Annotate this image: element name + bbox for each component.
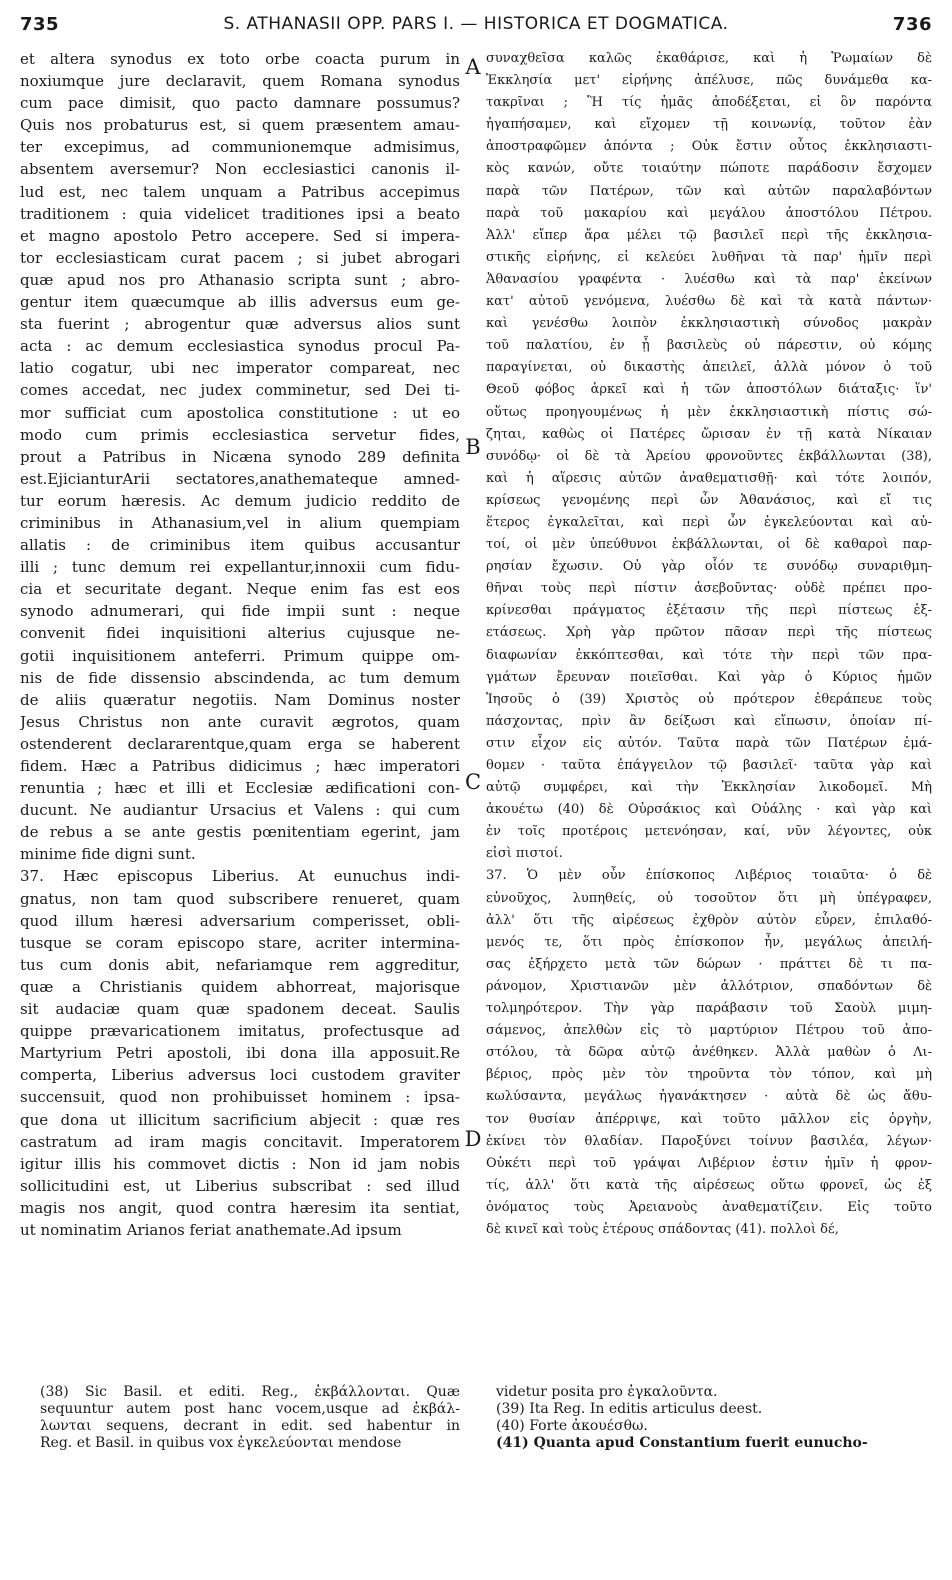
text-line: συναχθεῖσα καλῶς ἐκαθάρισε, καὶ ἡ Ῥωμαίων δὲ: [486, 51, 932, 66]
text-line: videtur posita pro ἐγκαλοῦντα.: [496, 1384, 718, 1400]
text-line: Ἰησοῦς ὁ (39) Χριστὸς οὐ πρότερον ἐθεράπευε τοὺς: [486, 691, 932, 707]
text-line: quod illum hæresi adversarium comperisset, obli-: [20, 911, 460, 930]
text-line: tusque se coram episcopo stare, acriter intermina-: [20, 933, 460, 952]
text-line: ut nominatim Arianos feriat anathemate.Ad ipsum: [20, 1220, 402, 1239]
text-line: cum pace dimisit, quo pacto damnare possumus?: [20, 94, 460, 113]
text-line: εὐνοῦχος, λυπηθείς, οὐ τοσοῦτον ὅτι μὴ ὑπέγραφεν,: [486, 890, 932, 906]
text-line: ράνομον, Χριστιανῶν μὲν ἀλλότριον, σπαδόντων δὲ: [486, 978, 932, 994]
latin-column: [20, 48, 460, 1241]
text-line: μενός τε, ὅτι πρὸς ἐπίσκοπον ἦν, μεγάλως ἀπειλή-: [486, 934, 932, 950]
left-page-number: 735: [20, 14, 60, 35]
text-line: Quis nos probaturus est, si quem præsentem amau-: [20, 116, 460, 135]
text-line: et magno apostolo Petro accepere. Sed si impera-: [20, 226, 460, 245]
running-title: S. ATHANASII OPP. PARS I. — HISTORICA ET DOGMATICA.: [223, 14, 729, 34]
text-line: ἀλλ' ὅτι τῆς αἱρέσεως ἐχθρὸν αὐτὸν εὗρεν, ἐπιλαθό-: [486, 912, 932, 928]
text-line: comes accedat, nec judex comminetur, sed Dei ti-: [20, 381, 460, 400]
text-line: παρὰ τοῦ μακαρίου καὶ μεγάλου ἀποστόλου Πέτρου.: [486, 205, 932, 221]
text-line: Ἀθανασίου γραφέντα · λυέσθω καὶ τὰ παρ' ἐκείνων: [486, 271, 932, 287]
text-line: 37. Hæc episcopus Liberius. At eunuchus indi-: [20, 867, 460, 886]
text-line: τον θυσίαν ἀπέρριψε, καὶ τοῦτο μᾶλλον εἰς ὀργὴν,: [486, 1111, 932, 1127]
text-line: λωνται sequens, decrant in edit. sed habentur in: [40, 1418, 460, 1434]
text-line: διαφωνίαν ἐκκόπτεσθαι, καὶ τότε τὴν περὶ τῶν πρα-: [486, 647, 932, 663]
text-line: succensuit, quod non prohibuisset hominem : ipsa-: [20, 1088, 460, 1107]
text-line: prout a Patribus in Nicæna synodo 289 definita: [20, 447, 460, 466]
text-line: modo cum primis ecclesiastica servetur fides,: [20, 425, 460, 444]
text-line: σας ἐξήρχετο μετὰ τῶν δώρων · πράττει δὲ τι πα-: [486, 956, 932, 972]
right-page-number: 736: [892, 14, 932, 35]
text-line: πάσχοντας, πρὶν ἂν δείξωσι καὶ εἴπωσιν, ὁποίαν πί-: [486, 713, 932, 729]
text-line: ετάσεως. Χρὴ γὰρ πρῶτον πᾶσαν περὶ τῆς πίστεως: [486, 625, 932, 641]
text-line: fidem. Hæc a Patribus didicimus ; hæc imperatori: [20, 757, 460, 775]
text-line: Jesus Christus non ante curavit ægrotos, quam: [20, 712, 460, 731]
text-line: ἀκουέτω (40) δὲ Οὐρσάκιος καὶ Οὐάλης · καὶ γὰρ καὶ: [486, 802, 932, 818]
text-line: quæ apud nos pro Athanasio scripta sunt ; abro-: [20, 270, 460, 289]
text-line: illi ; tunc demum rei expellantur,innoxii cum fidu-: [20, 558, 460, 577]
text-line: Ἐκκλησία μετ' εἰρήνης ἀπέλυσε, πῶς δυνάμεθα κα-: [486, 73, 932, 89]
text-line: τίς, ἀλλ' ὅτι κατὰ τῆς αἱρέσεως οὕτω φρονεῖ, ὡς ἐξ: [486, 1177, 932, 1193]
text-line: igitur illis his commovet dictis : Non id jam nobis: [20, 1154, 460, 1173]
text-line: sta fuerint ; abrogentur quæ adversus alios sunt: [20, 315, 460, 334]
text-line: magis nos angit, quod contra hæresim ita sentiat,: [20, 1198, 460, 1217]
text-line: de aliis quæratur negotiis. Nam Dominus noster: [20, 690, 460, 709]
text-line: τολμηρότερον. Τὴν γὰρ παράβασιν τοῦ Σαοὺλ μιμη-: [486, 1001, 932, 1017]
text-line: τοί, οἱ μὲν ὑπεύθυνοι ἐκβάλλωνται, οἱ δὲ καθαροὶ παρ-: [486, 537, 932, 553]
section-marker-d: D: [464, 1127, 482, 1151]
text-line: criminibus in Athanasium,vel in alium quempiam: [20, 513, 460, 532]
text-line: ἠγαπήσαμεν, καὶ εἴχομεν τῇ κοινωνίᾳ, τοῦτον ἐὰν: [486, 117, 932, 133]
text-line: ostenderent declararentque,quam erga se haberent: [20, 734, 460, 753]
text-line: sit audaciæ quam quæ spadonem deceat. Saulis: [20, 1000, 460, 1019]
running-header: [20, 14, 932, 42]
text-line: gentur item quæcumque ab illis adversus eum ge-: [20, 293, 460, 312]
text-line: quippe prævaricationem imitatus, profectusque ad: [20, 1022, 460, 1041]
text-line: comperta, Liberius adversus loci custodem graviter: [20, 1066, 460, 1085]
text-line: καὶ ἡ αἵρεσις αὐτῶν ἀναθεματισθῇ· καὶ τότε λοιπόν,: [486, 470, 932, 486]
text-line: ducunt. Ne audiantur Ursacius et Valens : qui cum: [20, 801, 460, 820]
text-line: συνόδῳ· οἱ δὲ τὰ Ἀρείου φρονοῦντες ἐκβάλλωνται (38),: [486, 448, 932, 464]
text-line: αὐτῷ συμφέρει, καὶ τὴν Ἐκκλησίαν λικοδομεῖ. Μὴ: [486, 780, 932, 796]
text-line: gnatus, non tam quod subscribere renueret, quam: [20, 889, 460, 908]
text-line: synodo adnumerari, qui fide impii sunt : neque: [20, 602, 460, 621]
text-line: (41) Quanta apud Constantium fuerit eunucho-: [496, 1435, 868, 1451]
text-line: latio cogatur, ubi nec imperator compareat, nec: [20, 359, 460, 378]
text-line: Οὐκέτι περὶ τοῦ γράψαι Λιβέριον ἐστιν ἡμῖν ἡ φρον-: [486, 1155, 932, 1171]
text-line: (39) Ita Reg. In editis articulus deest.: [496, 1401, 763, 1417]
text-line: gotii inquisitionem anteferri. Primum quippe om-: [20, 646, 460, 665]
text-line: κατ' αὐτοῦ γενόμενα, λυέσθω δὲ καὶ τὰ κατὰ πάντων·: [486, 294, 932, 310]
text-line: παρὰ τῶν Πατέρων, τῶν καὶ αὐτῶν παραλαβόντων: [486, 183, 932, 199]
text-line: κρίνεσθαι πράγματος ἐξέτασιν τῆς περὶ πίστεως ἐξ-: [486, 603, 932, 619]
text-line: cia et securitate degant. Neque enim fas est eos: [20, 580, 460, 599]
text-line: mor sufficiat cum apostolica constitutione : ut eo: [20, 403, 460, 422]
text-line: τακρῖναι ; Ἢ τίς ἡμᾶς ἀποδέξεται, εἰ ὃν παρόντα: [486, 95, 932, 111]
text-line: καὶ γενέσθω λοιπὸν ἐκκλησιαστικὴ σύνοδος μακρὰν: [486, 316, 932, 332]
text-line: Θεοῦ φόβος ἀρκεῖ καὶ ἡ τῶν ἀποστόλων διάταξις· ἵν': [486, 382, 932, 398]
text-line: τοῦ παλατίου, ἐν ᾗ βασιλεὺς οὐ πάρεστιν, οὐ κόμης: [486, 338, 932, 354]
section-marker-b: B: [465, 435, 481, 459]
text-line: sollicitudini est, ut Liberius subscribat : sed illud: [20, 1176, 460, 1195]
greek-column: [486, 48, 932, 1241]
text-line: renuntia ; hæc et illi et Ecclesiæ ædificationi con-: [20, 779, 460, 798]
text-line: lud est, nec talem unquam a Patribus accepimus: [20, 182, 460, 201]
text-line: στόλου, τὰ δῶρα αὐτῷ ἀνέθηκεν. Ἀλλὰ μαθὼν ὁ Λι-: [486, 1045, 932, 1061]
text-line: tor ecclesiasticam curat pacem ; si jubet abrogari: [20, 248, 460, 267]
text-line: minime fide digni sunt.: [20, 845, 196, 864]
text-line: ἕτερος ἐγκαλεῖται, καὶ περὶ ὧν ἐγκελεύονται καὶ αὐ-: [486, 514, 932, 530]
text-line: εἰσὶ πιστοί.: [486, 846, 563, 862]
text-line: de rebus a se ante gestis pœnitentiam egerint, jam: [20, 823, 460, 842]
text-line: Martyrium Petri apostoli, ibi dona illa apposuit.Re: [20, 1044, 460, 1063]
section-marker-a: A: [465, 55, 481, 79]
text-line: ὀνόματος τοὺς Ἀρειανοὺς ἀναθεματίζειν. Εἰς τοῦτο: [486, 1199, 932, 1215]
text-line: δὲ κινεῖ καὶ τοὺς ἑτέρους σπάδοντας (41). πολλοὶ δέ,: [486, 1221, 839, 1237]
text-line: βέριος, πρὸς μὲν τὸν τηροῦντα τὸν τόπον, καὶ μὴ: [486, 1067, 932, 1083]
text-line: ἀποστραφῶμεν ἀπόντα ; Οὐκ ἔστιν οὗτος ἐκκλησιαστι-: [486, 139, 932, 155]
text-line: convenit fidei inquisitioni alterius cujusque ne-: [20, 624, 460, 643]
text-line: ἐκίνει τὸν θλαδίαν. Παροξύνει τοίνυν βασιλέα, λέγων·: [486, 1133, 932, 1149]
text-line: οὕτως προηγουμένως ἡ μὲν ἐκκλησιαστικὴ πίστις σώ-: [486, 404, 932, 420]
text-line: nis de fide dissensio abscindenda, ac tum demum: [20, 668, 460, 687]
text-line: κωλύσαντα, μεγάλως ἠγανάκτησεν · αὐτὰ δὲ ὡς ἄθυ-: [486, 1089, 932, 1105]
text-line: Ἀλλ' εἴπερ ἄρα μέλει τῷ βασιλεῖ περὶ τῆς ἐκκλησια-: [486, 227, 932, 243]
text-line: ter excepimus, ad communionemque admisimus,: [20, 138, 460, 157]
text-line: tur eorum hæresis. Ac demum judicio reddito de: [20, 491, 460, 510]
text-line: κρίσεως γενομένης περὶ ὧν Ἀθανάσιος, καὶ εἴ τις: [486, 492, 932, 508]
text-line: noxiumque jure declaravit, quem Romana synodus: [20, 72, 460, 91]
text-line: traditionem : quia videlicet traditiones ipsi a beato: [20, 204, 460, 223]
text-line: θῆναι τοὺς περὶ πίστιν ἀσεβοῦντας· οὐδὲ πρέπει προ-: [486, 581, 932, 597]
text-line: ζηται, καθὼς οἱ Πατέρες ὥρισαν ἐν τῇ κατὰ Νίκαιαν: [486, 426, 932, 442]
text-line: γμάτων ἔρευναν ποιεῖσθαι. Καὶ γὰρ ὁ Κύριος ἡμῶν: [486, 669, 932, 685]
text-line: 37. Ὁ μὲν οὖν ἐπίσκοπος Λιβέριος τοιαῦτα· ὁ δὲ: [486, 868, 932, 884]
text-line: est.EjicianturArii sectatores,anathemateque amned-: [20, 469, 460, 488]
text-line: (38) Sic Basil. et editi. Reg., ἐκβάλλονται. Quæ: [40, 1384, 460, 1400]
text-line: κὸς κανών, οὔτε τοιαύτην πώποτε παράδοσιν ἔσχομεν: [486, 161, 932, 177]
text-line: σάμενος, ἀπελθὼν εἰς τὸ μαρτύριον Πέτρου τοῦ ἀπο-: [486, 1023, 932, 1039]
text-line: que dona ut illicitum sacrificium abjecit : quæ res: [20, 1110, 460, 1129]
text-line: παραγίνεται, οὐ δικαστὴς ἀπειλεῖ, ἀλλὰ μόνον ὁ τοῦ: [486, 360, 932, 376]
text-line: ἐν τοῖς προτέροις μετενόησαν, καί, νῦν λέγοντες, οὐκ: [486, 824, 932, 840]
text-line: acta : ac demum ecclesiastica synodus procul Pa-: [20, 337, 460, 356]
footnotes-left: [40, 1384, 460, 1452]
text-line: tus cum donis abit, nefariamque rem aggreditur,: [20, 955, 460, 974]
text-line: et altera synodus ex toto orbe coacta purum in: [20, 50, 460, 68]
text-line: allatis : de criminibus item quibus accusantur: [20, 536, 460, 555]
text-line: castratum ad iram magis concitavit. Imperatorem: [20, 1132, 460, 1151]
text-line: sequuntur autem post hanc vocem,usque ad ἐκβάλ-: [40, 1401, 460, 1417]
footnotes-right: [496, 1384, 932, 1452]
text-line: (40) Forte ἀκουέσθω.: [496, 1418, 648, 1434]
text-line: quæ a Christianis quidem abhorreat, majorisque: [20, 977, 460, 996]
text-line: Reg. et Basil. in quibus vox ἐγκελεύονται mendose: [40, 1435, 402, 1451]
text-line: θομεν · ταῦτα ἐπάγγειλον τῷ βασιλεῖ· ταῦτα γὰρ καὶ: [486, 758, 932, 773]
text-line: ρησίαν ἔχωσιν. Οὐ γὰρ οἷόν τε συνόδῳ συναριθμη-: [486, 559, 932, 575]
text-line: στιν εἶχον εἰς αὐτόν. Ταῦτα παρὰ τῶν Πατέρων ἐμά-: [486, 735, 932, 751]
section-marker-c: C: [464, 770, 482, 794]
text-line: absentem aversemur? Non ecclesiastici canonis il-: [20, 160, 460, 179]
text-line: στικῆς εἰρήνης, εἰ κελεύει λυθῆναι τὰ παρ' ἡμῖν περὶ: [486, 249, 932, 265]
